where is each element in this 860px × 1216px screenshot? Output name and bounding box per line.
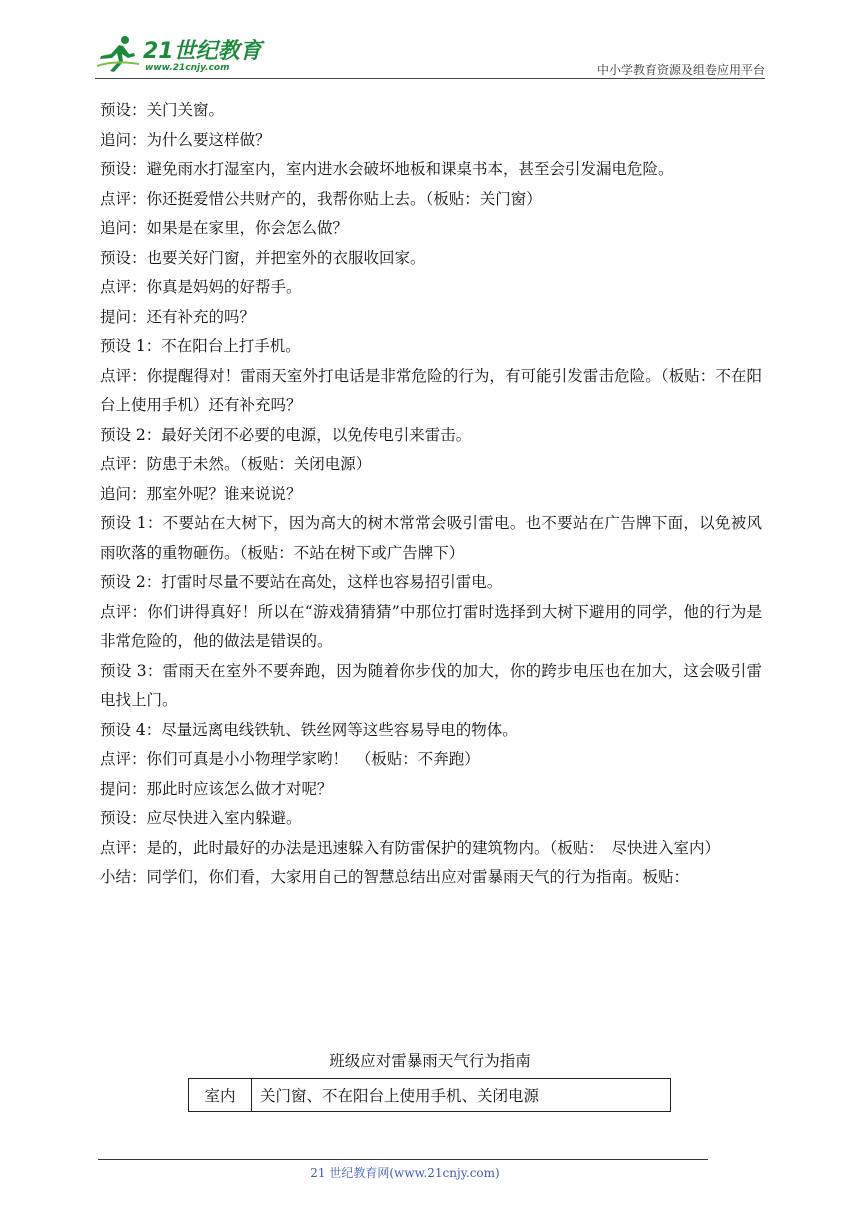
- guide-row-content: 关门窗、不在阳台上使用手机、关闭电源: [260, 1087, 540, 1105]
- guide-table-row: [188, 1078, 671, 1112]
- lesson-body: [100, 96, 762, 893]
- header-divider: [95, 78, 765, 79]
- paragraph: 追问：如果是在家里，你会怎么做？: [100, 219, 349, 237]
- paragraph: 追问：为什么要这样做？: [100, 130, 271, 149]
- paragraph: 提问：那此时应该怎么做才对呢？: [100, 779, 333, 798]
- paragraph: 预设：避免雨水打湿室内，室内进水会破坏地板和课桌书本，甚至会引发漏电危险。: [100, 160, 674, 178]
- paragraph: 点评：你们可真是小小物理学家哟！ （板贴：不奔跑）: [100, 750, 480, 768]
- guide-table-title: 班级应对雷暴雨天气行为指南: [329, 1052, 531, 1070]
- paragraph: 预设 4：尽量远离电线铁轨、铁丝网等这些容易导电的物体。: [100, 720, 518, 739]
- paragraph: 点评：你们讲得真好！所以在“游戏猜猜猜”中那位打雷时选择到大树下避用的同学，他的行为是非常危险的，他的做法是错误的。: [100, 602, 762, 650]
- logo-text: 21世纪教育: [143, 39, 262, 64]
- paragraph: 预设 1：不要站在大树下，因为高大的树木常常会吸引雷电。也不要站在广告牌下面，以免被风雨吹落的重物砸伤。（板贴：不站在树下或广告牌下）: [100, 514, 762, 562]
- paragraph: 预设 2：打雷时尽量不要站在高处，这样也容易招引雷电。: [100, 573, 503, 591]
- paragraph: 点评：是的，此时最好的办法是迅速躲入有防雷保护的建筑物内。（板贴： 尽快进入室内）: [100, 838, 721, 857]
- paragraph: 预设：关门关窗。: [100, 101, 225, 119]
- logo-url: www.21cnjy.com: [145, 63, 230, 73]
- paragraph: 提问：还有补充的吗？: [100, 307, 256, 326]
- paragraph: 小结：同学们，你们看，大家用自己的智慧总结出应对雷暴雨天气的行为指南。板贴：: [100, 868, 690, 886]
- paragraph: 预设 1：不在阳台上打手机。: [100, 337, 301, 355]
- paragraph: 预设：也要关好门窗，并把室外的衣服收回家。: [100, 248, 426, 267]
- site-logo[interactable]: [95, 30, 265, 78]
- running-figure-icon: [95, 34, 143, 74]
- paragraph: 追问：那室外呢？谁来说说？: [100, 484, 302, 503]
- paragraph: 预设 2：最好关闭不必要的电源，以免传电引来雷击。: [100, 425, 472, 444]
- paragraph: 预设：应尽快进入室内躲避。: [100, 809, 302, 827]
- guide-row-label: 室内: [189, 1079, 252, 1111]
- page-header: [95, 30, 765, 78]
- footer-divider: [98, 1159, 708, 1160]
- paragraph: 点评：防患于未然。（板贴：关闭电源）: [100, 455, 372, 473]
- paragraph: 点评：你还挺爱惜公共财产的，我帮你贴上去。（板贴：关门窗）: [100, 189, 542, 208]
- paragraph: 点评：你提醒得对！雷雨天室外打电话是非常危险的行为，有可能引发雷击危险。（板贴：不在阳台上使用手机）还有补充吗？: [100, 366, 762, 414]
- paragraph: 点评：你真是妈妈的好帮手。: [100, 278, 302, 296]
- paragraph: 预设 3：雷雨天在室外不要奔跑，因为随着你步伐的加大，你的跨步电压也在加大，这会吸引雷电找上门。: [100, 661, 762, 709]
- platform-name: 中小学教育资源及组卷应用平台: [596, 63, 765, 77]
- footer-link[interactable]: 21 世纪教育网(www.21cnjy.com): [310, 1166, 500, 1180]
